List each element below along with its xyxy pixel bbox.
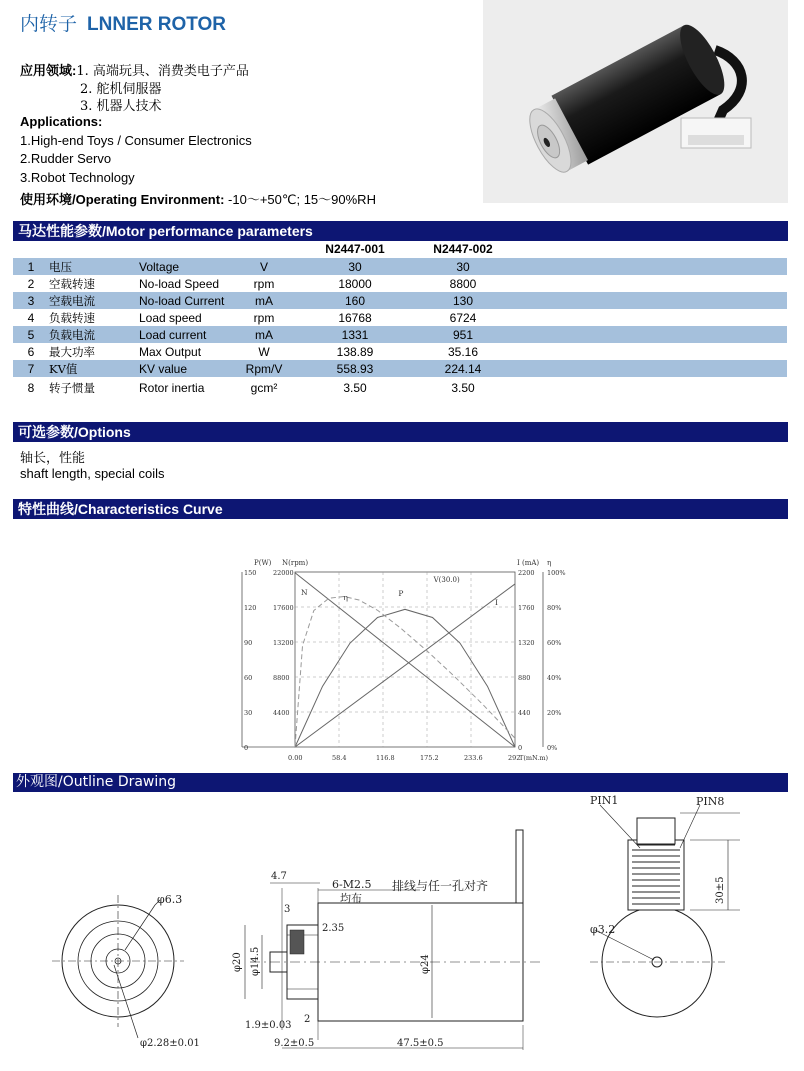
performance-table [13, 240, 787, 399]
tick-label-n: 4400 [273, 709, 290, 717]
row-en: No-load Speed [139, 276, 220, 291]
dim-phi32: φ3.2 [590, 923, 616, 936]
page-title [20, 9, 226, 36]
performance-heading: 马达性能参数/Motor performance parameters [13, 221, 788, 241]
row-cn: 负载电流 [49, 326, 137, 343]
front-view-right [590, 805, 740, 1017]
row-value-1: 558.93 [301, 360, 409, 377]
tick-label-p: 60 [244, 674, 253, 682]
options-heading: 可选参数/Options [13, 422, 788, 442]
applications-cn [20, 60, 249, 79]
operating-environment [20, 189, 376, 208]
table-header-row [13, 240, 787, 258]
row-cn: 负载转速 [49, 310, 95, 325]
row-value-2: 224.14 [409, 360, 517, 377]
row-no: 2 [27, 276, 35, 291]
table-row [13, 275, 787, 292]
tick-label-p: 0 [244, 744, 249, 752]
row-value-1: 160 [301, 292, 409, 309]
tick-label-eta: 20% [547, 709, 562, 717]
tick-label-eta: 40% [547, 674, 562, 682]
series-line-p [295, 609, 515, 747]
row-unit: gcm² [250, 381, 278, 395]
series-label-eta: η [343, 593, 348, 602]
app-cn-item-2: 2. 舵机伺服器 [80, 82, 162, 97]
tick-label-x: 292 [508, 754, 521, 762]
tick-label-i: 440 [518, 709, 531, 717]
row-cn: 最大功率 [49, 344, 95, 359]
row-cn: 电压 [49, 258, 137, 275]
dim-screw-cn: 均布 [340, 892, 362, 905]
drawing-heading: 外观图/Outline Drawing [13, 773, 788, 792]
series-label-i: I [495, 598, 498, 607]
tick-label-x: 0.00 [288, 754, 303, 762]
row-unit: mA [227, 292, 301, 309]
row-value-1: 16768 [338, 310, 372, 325]
env-label: 使用环境/Operating Environment: [20, 192, 225, 207]
row-no: 6 [27, 344, 35, 359]
dim-47-5: 47.5±0.5 [397, 1038, 444, 1049]
row-en: Load current [137, 326, 227, 343]
row-cn: KV值 [49, 360, 137, 377]
app-en-item-3: 3.Robot Technology [20, 170, 135, 185]
series-line-i [295, 584, 515, 747]
row-value-2: 8800 [449, 276, 477, 291]
tick-label-eta: 60% [547, 639, 562, 647]
row-value-2: 130 [409, 292, 517, 309]
axis-label-eta: η [547, 559, 552, 567]
tick-label-n: 22000 [273, 569, 294, 577]
tick-label-n: 8800 [273, 674, 290, 682]
row-en: KV value [137, 360, 227, 377]
tick-label-p: 150 [244, 569, 257, 577]
dim-9-2: 9.2±0.5 [274, 1038, 315, 1049]
table-row [13, 258, 787, 275]
dim-2: 2 [304, 1014, 311, 1025]
table-row [13, 309, 787, 326]
row-en: Rotor inertia [139, 381, 205, 395]
row-en: No-load Current [137, 292, 227, 309]
pin1-label: PIN1 [590, 794, 619, 807]
tick-label-eta: 0% [547, 744, 558, 752]
dim-phi24: φ24 [420, 954, 431, 974]
pin8-label: PIN8 [696, 795, 725, 808]
table-row [13, 343, 787, 360]
axis-label-i: I (mA) [517, 559, 540, 567]
row-cn: 空载转速 [49, 276, 95, 291]
axis-label-p: P(W) [254, 559, 272, 567]
row-unit: mA [227, 326, 301, 343]
note-cn: 排线与任一孔对齐 [392, 879, 489, 893]
dim-1-9: 1.9±0.03 [245, 1020, 292, 1031]
row-no: 5 [13, 326, 49, 343]
side-view [245, 830, 540, 1050]
table-row [13, 360, 787, 377]
tick-label-n: 17600 [273, 604, 294, 612]
applications-en-label: Applications: [20, 114, 103, 129]
row-en: Load speed [139, 310, 202, 325]
tick-label-p: 30 [244, 709, 253, 717]
front-view-left [52, 895, 184, 1038]
row-value-1: 3.50 [343, 381, 367, 395]
row-value-2: 3.50 [451, 381, 475, 395]
outline-drawing [0, 790, 804, 1060]
row-en: Voltage [137, 258, 227, 275]
title-en: LNNER ROTOR [87, 14, 226, 35]
series-line-eta [295, 597, 515, 748]
model-2-header: N2447-002 [433, 242, 493, 256]
row-value-1: 30 [301, 258, 409, 275]
options-cn: 轴长，性能 [20, 451, 86, 466]
row-no: 8 [27, 381, 35, 395]
row-value-2: 6724 [449, 310, 477, 325]
dim-4-7: 4.7 [271, 871, 287, 882]
app-cn-item-3: 3. 机器人技术 [80, 99, 162, 114]
row-unit: rpm [253, 310, 275, 325]
row-value-1: 138.89 [336, 344, 374, 359]
tick-label-x: 58.4 [332, 754, 347, 762]
dim-phi228: φ2.28±0.01 [140, 1038, 200, 1049]
row-no: 7 [13, 360, 49, 377]
tick-label-i: 0 [518, 744, 523, 752]
row-unit: V [227, 258, 301, 275]
tick-label-n: 13200 [273, 639, 294, 647]
row-cn: 空载电流 [49, 292, 137, 309]
table-row [13, 326, 787, 343]
options-en: shaft length, special coils [20, 466, 165, 481]
app-en-item-1: 1.High-end Toys / Consumer Electronics [20, 133, 252, 148]
tick-label-x: 175.2 [420, 754, 439, 762]
tick-label-p: 120 [244, 604, 257, 612]
table-row [13, 292, 787, 309]
tick-label-i: 1320 [518, 639, 535, 647]
dim-screw: 6-M2.5 [332, 878, 372, 891]
characteristics-chart [230, 550, 566, 775]
curve-heading: 特性曲线/Characteristics Curve [13, 499, 788, 519]
tick-label-eta: 80% [547, 604, 562, 612]
row-value-2: 951 [409, 326, 517, 343]
dim-2-35: 2.35 [322, 923, 345, 934]
tick-label-i: 880 [518, 674, 531, 682]
dim-3: 3 [284, 904, 291, 915]
row-value-2: 35.16 [447, 344, 479, 359]
dim-phi14-5: φ14.5 [250, 946, 261, 976]
title-cn: 内转子 [20, 13, 78, 35]
axis-label-n: N(rpm) [282, 559, 309, 567]
tick-label-p: 90 [244, 639, 253, 647]
tick-label-i: 1760 [518, 604, 535, 612]
app-cn-item-1: 1. 高端玩具、消费类电子产品 [76, 64, 249, 79]
env-value: -10～+50℃; 15～90%RH [228, 192, 376, 207]
dim-phi63: φ6.3 [157, 893, 183, 906]
app-en-item-2: 2.Rudder Servo [20, 151, 112, 166]
row-value-2: 30 [409, 258, 517, 275]
tick-label-eta: 100% [547, 569, 566, 577]
motor-photo [483, 0, 788, 203]
row-value-1: 18000 [338, 276, 372, 291]
model-1-header: N2447-001 [325, 242, 385, 256]
dim-phi20: φ20 [232, 952, 243, 972]
row-unit: rpm [253, 276, 275, 291]
applications-cn-label: 应用领域: [20, 63, 77, 78]
row-value-1: 1331 [301, 326, 409, 343]
tick-label-x: 233.6 [464, 754, 483, 762]
chart-title: V(30.0) [433, 576, 460, 584]
row-no: 3 [13, 292, 49, 309]
row-unit: W [258, 344, 270, 359]
row-unit: Rpm/V [227, 360, 301, 377]
series-label-p: P [398, 589, 404, 598]
tick-label-x: 116.8 [376, 754, 395, 762]
row-no: 1 [13, 258, 49, 275]
axis-label-x: T(mN.m) [519, 754, 549, 762]
row-en: Max Output [139, 344, 202, 359]
series-label-n: N [301, 588, 308, 597]
row-cn: 转子惯量 [49, 381, 95, 395]
table-row [13, 377, 787, 399]
tick-label-i: 2200 [518, 569, 535, 577]
dim-30: 30±5 [715, 876, 726, 904]
row-no: 4 [27, 310, 35, 325]
